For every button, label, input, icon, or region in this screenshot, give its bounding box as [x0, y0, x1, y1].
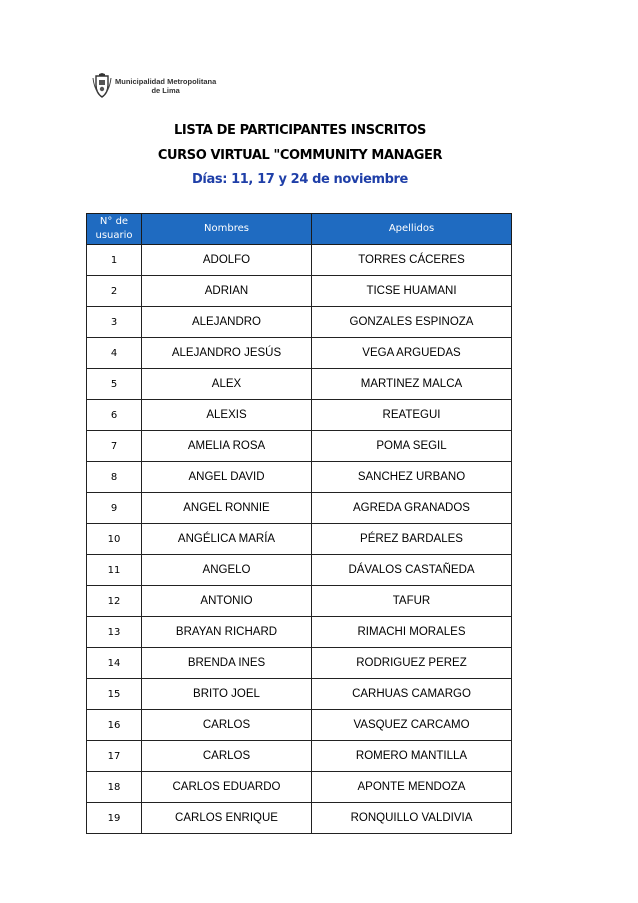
cell-apellidos: GONZALES ESPINOZA — [312, 307, 512, 338]
table-row — [87, 307, 512, 338]
cell-nombres: ALEXIS — [142, 400, 312, 431]
cell-nombres: ANGÉLICA MARÍA — [142, 524, 312, 555]
cell-apellidos: CARHUAS CAMARGO — [312, 679, 512, 710]
table-row — [87, 679, 512, 710]
column-header-number: N° de usuario — [87, 214, 142, 245]
cell-nombres: BRENDA INES — [142, 648, 312, 679]
cell-apellidos: RIMACHI MORALES — [312, 617, 512, 648]
course-dates: Días: 11, 17 y 24 de noviembre — [192, 172, 408, 187]
cell-nombres: ALEJANDRO JESÚS — [142, 338, 312, 369]
cell-number: 12 — [87, 586, 142, 617]
cell-number: 14 — [87, 648, 142, 679]
cell-number: 10 — [87, 524, 142, 555]
cell-number: 8 — [87, 462, 142, 493]
cell-number: 5 — [87, 369, 142, 400]
table-row — [87, 617, 512, 648]
table-header-row — [87, 214, 512, 245]
table-row — [87, 369, 512, 400]
cell-number: 17 — [87, 741, 142, 772]
cell-number: 16 — [87, 710, 142, 741]
coat-of-arms-icon — [92, 73, 112, 99]
cell-number: 6 — [87, 400, 142, 431]
table-row — [87, 462, 512, 493]
table-row — [87, 648, 512, 679]
cell-nombres: CARLOS ENRIQUE — [142, 803, 312, 834]
municipality-logo — [92, 73, 216, 99]
cell-nombres: CARLOS EDUARDO — [142, 772, 312, 803]
cell-apellidos: VEGA ARGUEDAS — [312, 338, 512, 369]
document-title: LISTA DE PARTICIPANTES INSCRITOS — [174, 123, 426, 138]
cell-nombres: ANGEL RONNIE — [142, 493, 312, 524]
table-row — [87, 710, 512, 741]
cell-number: 2 — [87, 276, 142, 307]
cell-number: 19 — [87, 803, 142, 834]
cell-nombres: CARLOS — [142, 710, 312, 741]
cell-nombres: ANGEL DAVID — [142, 462, 312, 493]
cell-number: 7 — [87, 431, 142, 462]
cell-number: 13 — [87, 617, 142, 648]
table-row — [87, 741, 512, 772]
table-row — [87, 524, 512, 555]
cell-nombres: ANTONIO — [142, 586, 312, 617]
cell-apellidos: SANCHEZ URBANO — [312, 462, 512, 493]
table-row — [87, 431, 512, 462]
cell-apellidos: POMA SEGIL — [312, 431, 512, 462]
table-row — [87, 400, 512, 431]
table-row — [87, 772, 512, 803]
cell-number: 11 — [87, 555, 142, 586]
cell-number: 9 — [87, 493, 142, 524]
cell-apellidos: ROMERO MANTILLA — [312, 741, 512, 772]
cell-apellidos: RONQUILLO VALDIVIA — [312, 803, 512, 834]
cell-number: 18 — [87, 772, 142, 803]
cell-nombres: BRAYAN RICHARD — [142, 617, 312, 648]
table-row — [87, 803, 512, 834]
table-row — [87, 245, 512, 276]
cell-nombres: ALEJANDRO — [142, 307, 312, 338]
cell-apellidos: MARTINEZ MALCA — [312, 369, 512, 400]
cell-nombres: BRITO JOEL — [142, 679, 312, 710]
cell-nombres: ALEX — [142, 369, 312, 400]
cell-apellidos: TICSE HUAMANI — [312, 276, 512, 307]
table-row — [87, 276, 512, 307]
cell-apellidos: DÁVALOS CASTAÑEDA — [312, 555, 512, 586]
column-header-apellidos: Apellidos — [312, 214, 512, 245]
cell-apellidos: TAFUR — [312, 586, 512, 617]
course-title: CURSO VIRTUAL "COMMUNITY MANAGER — [157, 148, 443, 163]
table-row — [87, 586, 512, 617]
cell-number: 15 — [87, 679, 142, 710]
cell-apellidos: VASQUEZ CARCAMO — [312, 710, 512, 741]
cell-nombres: AMELIA ROSA — [142, 431, 312, 462]
cell-nombres: ANGELO — [142, 555, 312, 586]
logo-line-2: de Lima — [151, 86, 180, 95]
cell-apellidos: PÉREZ BARDALES — [312, 524, 512, 555]
participants-table — [86, 213, 512, 834]
table-row — [87, 493, 512, 524]
cell-nombres: ADOLFO — [142, 245, 312, 276]
cell-apellidos: AGREDA GRANADOS — [312, 493, 512, 524]
table-row — [87, 555, 512, 586]
logo-wordmark — [115, 77, 216, 95]
cell-number: 3 — [87, 307, 142, 338]
cell-number: 4 — [87, 338, 142, 369]
cell-apellidos: APONTE MENDOZA — [312, 772, 512, 803]
cell-apellidos: RODRIGUEZ PEREZ — [312, 648, 512, 679]
column-header-nombres: Nombres — [142, 214, 312, 245]
cell-number: 1 — [87, 245, 142, 276]
table-row — [87, 338, 512, 369]
cell-apellidos: REATEGUI — [312, 400, 512, 431]
cell-apellidos: TORRES CÁCERES — [312, 245, 512, 276]
cell-nombres: ADRIAN — [142, 276, 312, 307]
cell-nombres: CARLOS — [142, 741, 312, 772]
logo-line-1: Municipalidad Metropolitana — [115, 77, 217, 86]
